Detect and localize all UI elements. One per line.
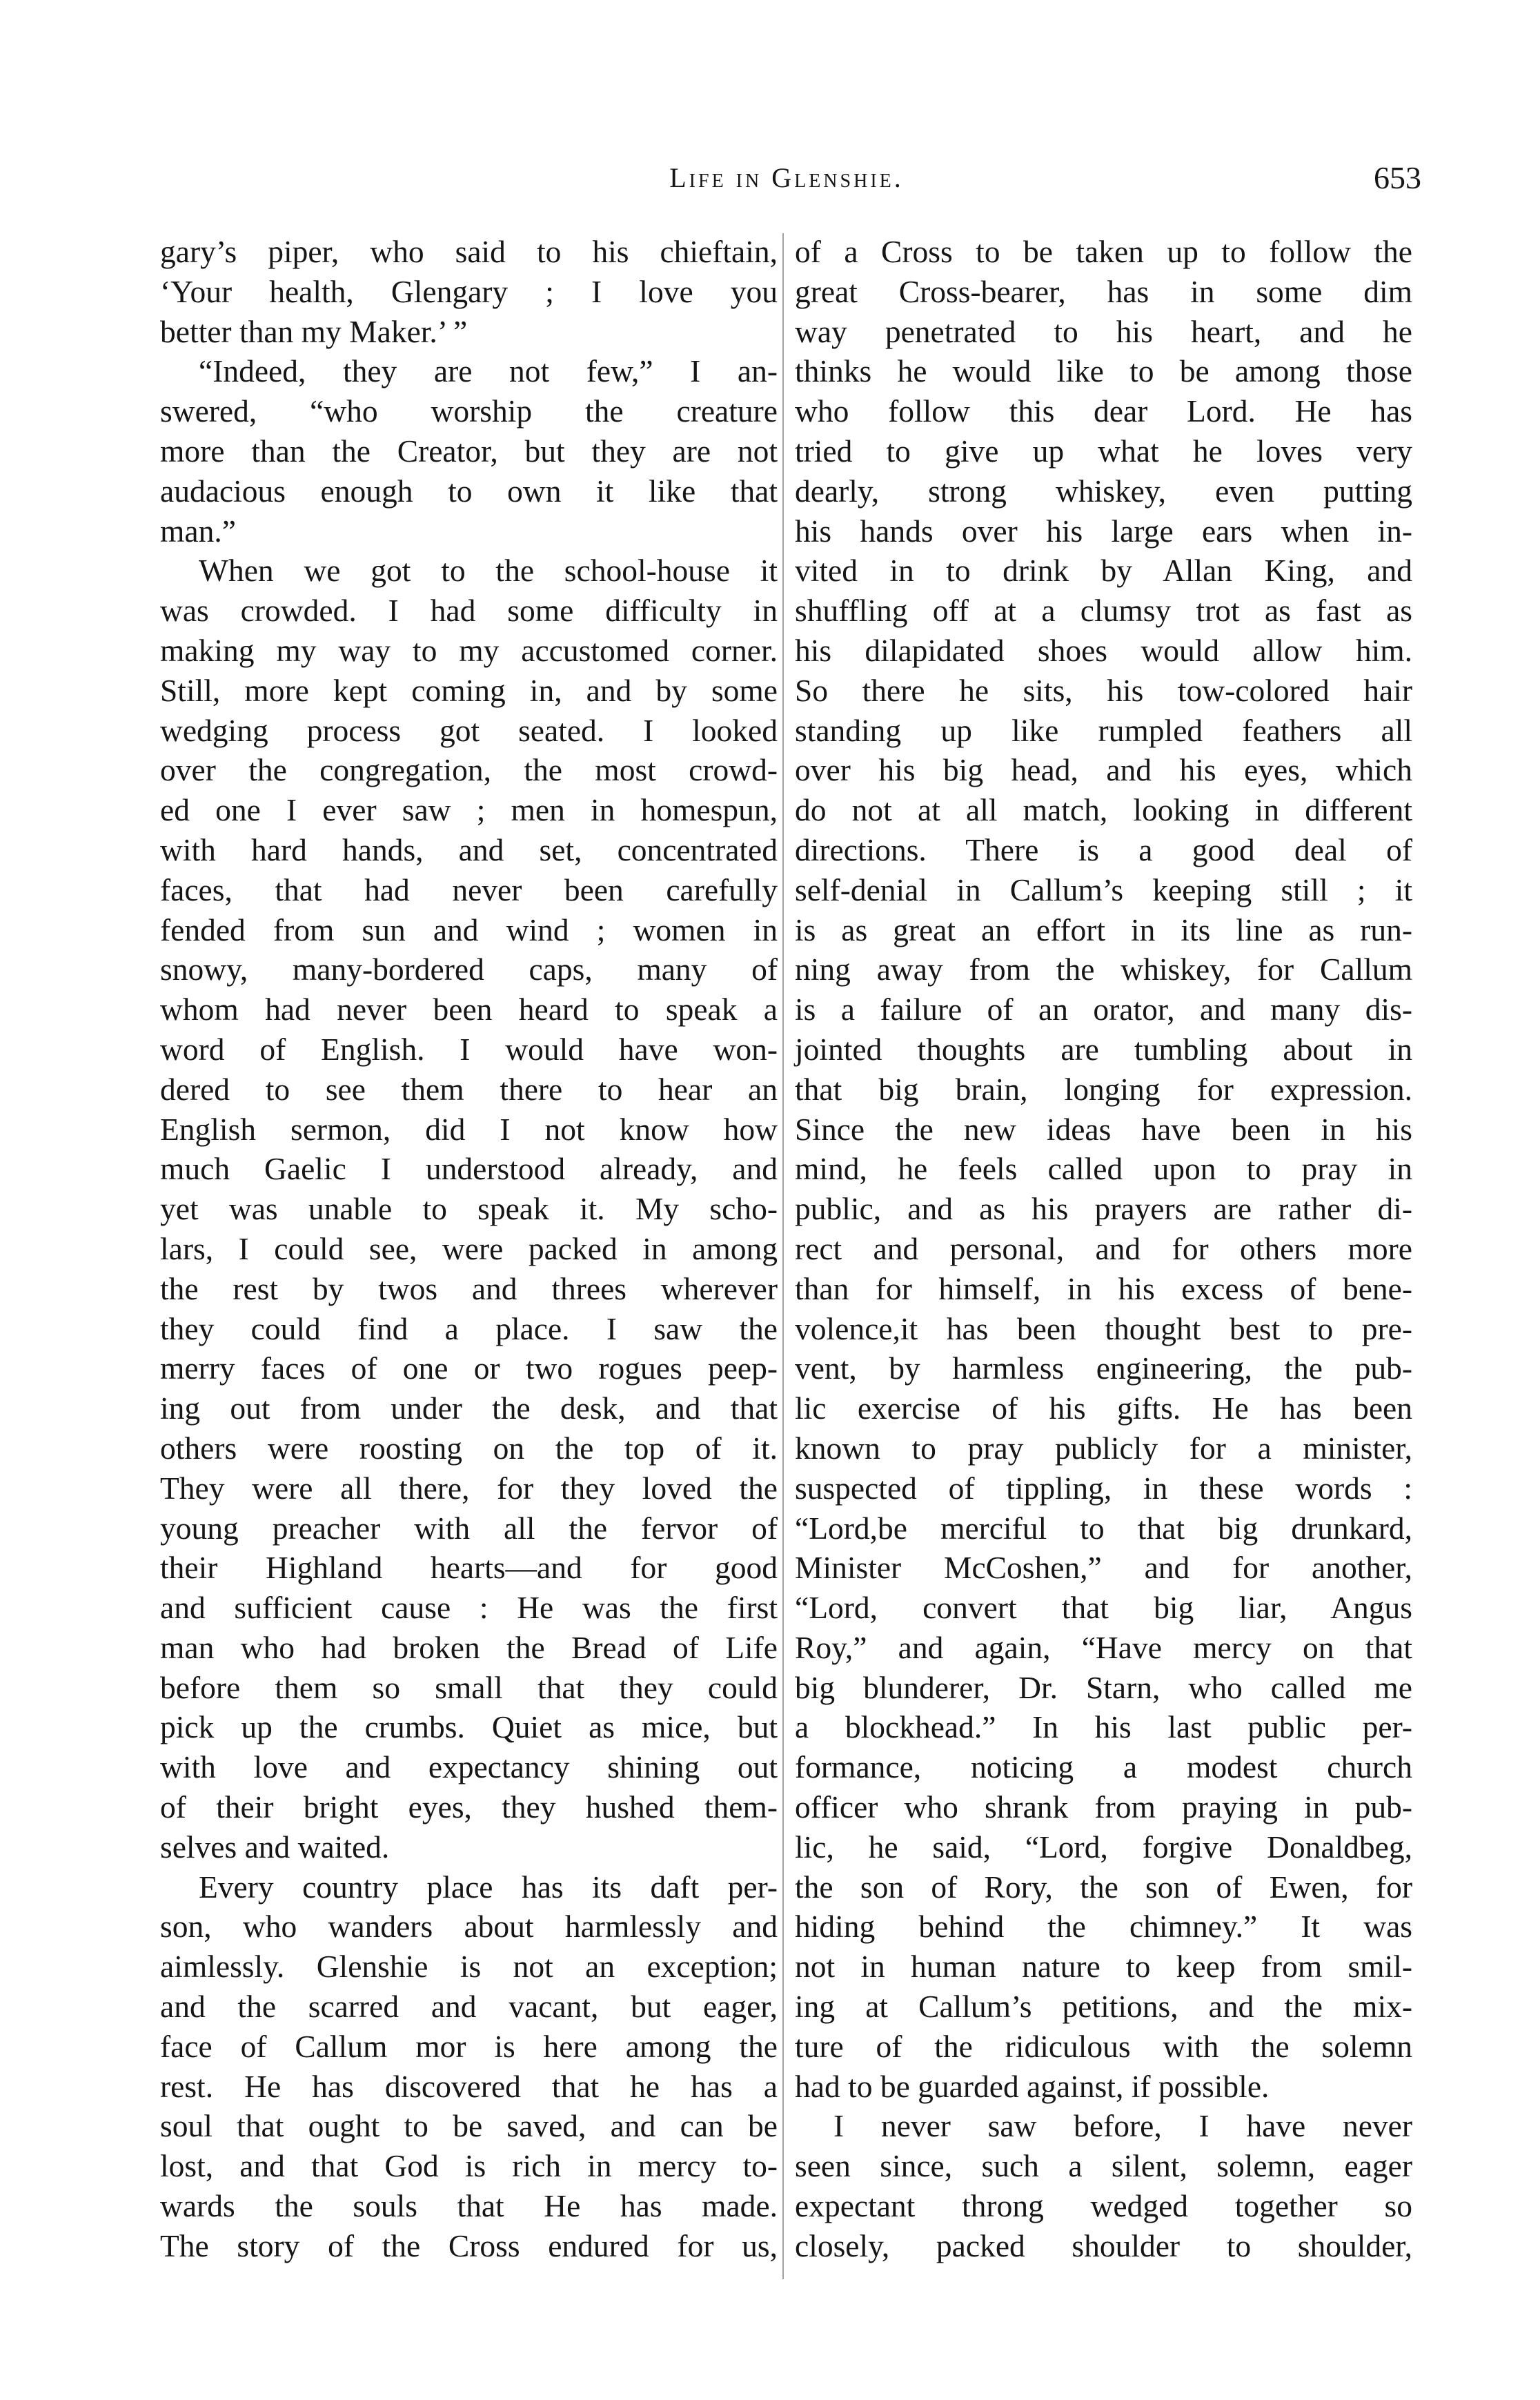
text-line: formance, noticing a modest church — [795, 1749, 1412, 1785]
text-line: better than my Maker.’ ” — [160, 313, 468, 349]
text-line: known to pray publicly for a minister, — [795, 1430, 1412, 1466]
text-line: lic, he said, “Lord, forgive Donaldbeg, — [795, 1829, 1412, 1865]
page-number: 653 — [1374, 160, 1421, 195]
text-line: who follow this dear Lord. He has — [795, 393, 1412, 429]
text-line: of a Cross to be taken up to follow the — [795, 234, 1412, 269]
text-line: his hands over his large ears when in- — [795, 513, 1412, 549]
text-line: “Lord, convert that big liar, Angus — [795, 1590, 1412, 1626]
text-line: The story of the Cross endured for us, — [160, 2227, 778, 2263]
right-column — [795, 232, 1412, 2266]
text-line: selves and waited. — [160, 1829, 390, 1865]
text-line: do not at all match, looking in different — [795, 792, 1412, 828]
text-line: So there he sits, his tow-colored hair — [795, 672, 1412, 708]
text-line: pick up the crumbs. Quiet as mice, but — [160, 1709, 778, 1745]
text-line: they could find a place. I saw the — [160, 1310, 778, 1346]
text-line: the son of Rory, the son of Ewen, for — [795, 1869, 1412, 1905]
text-line: ‘Your health, Glengary ; I love you — [160, 273, 778, 309]
text-line: is a failure of an orator, and many dis- — [795, 992, 1412, 1027]
text-line: aimlessly. Glenshie is not an exception; — [160, 1949, 778, 1985]
text-line: was crowded. I had some difficulty in — [160, 593, 778, 629]
text-line: and the scarred and vacant, but eager, — [160, 1989, 778, 2025]
text-line: public, and as his prayers are rather di- — [795, 1191, 1412, 1227]
text-line: ing at Callum’s petitions, and the mix- — [795, 1989, 1412, 2025]
text-line: shuffling off at a clumsy trot as fast as — [795, 593, 1412, 629]
text-line: before them so small that they could — [160, 1669, 778, 1705]
page-header — [152, 157, 1421, 206]
text-line: When we got to the school-house it — [199, 553, 778, 589]
text-line: ing out from under the desk, and that — [160, 1390, 778, 1426]
text-line: hiding behind the chimney.” It was — [795, 1909, 1412, 1945]
text-line: officer who shrank from praying in pub- — [795, 1789, 1412, 1825]
text-line: fended from sun and wind ; women in — [160, 912, 778, 947]
text-line: vent, by harmless engineering, the pub- — [795, 1350, 1412, 1386]
text-line: self-denial in Callum’s keeping still ; it — [795, 872, 1412, 907]
text-line: others were roosting on the top of it. — [160, 1430, 778, 1466]
text-line: faces, that had never been carefully — [160, 872, 778, 907]
text-line: jointed thoughts are tumbling about in — [795, 1031, 1412, 1067]
text-line: lars, I could see, were packed in among — [160, 1230, 778, 1266]
text-line: “Lord,be merciful to that big drunkard, — [795, 1510, 1412, 1546]
text-line: mind, he feels called upon to pray in — [795, 1151, 1412, 1187]
text-line: dered to see them there to hear an — [160, 1071, 778, 1107]
text-line: yet was unable to speak it. My scho- — [160, 1191, 778, 1227]
running-title: Life in Glenshie. — [669, 162, 904, 193]
text-line: dearly, strong whiskey, even putting — [795, 473, 1412, 509]
left-column — [160, 232, 778, 2266]
text-line: Roy,” and again, “Have mercy on that — [795, 1629, 1412, 1665]
text-line: wards the souls that He has made. — [160, 2188, 778, 2224]
text-line: their Highland hearts—and for good — [160, 1550, 778, 1586]
text-line: ning away from the whiskey, for Callum — [795, 952, 1412, 987]
text-line: English sermon, did I not know how — [160, 1111, 778, 1147]
text-line: I never saw before, I have never — [833, 2108, 1412, 2144]
text-line: merry faces of one or two rogues peep- — [160, 1350, 778, 1386]
column-divider — [782, 233, 784, 2279]
text-line: ed one I ever saw ; men in homespun, — [160, 792, 778, 828]
text-line: making my way to my accustomed corner. — [160, 632, 778, 668]
text-line: expectant throng wedged together so — [795, 2188, 1412, 2224]
text-line: ture of the ridiculous with the solemn — [795, 2028, 1412, 2064]
text-line: man.” — [160, 513, 236, 549]
text-line: thinks he would like to be among those — [795, 353, 1412, 389]
text-line: Still, more kept coming in, and by some — [160, 672, 778, 708]
text-line: the rest by twos and threes wherever — [160, 1270, 778, 1306]
text-line: seen since, such a silent, solemn, eager — [795, 2148, 1412, 2184]
text-line: Since the new ideas have been in his — [795, 1111, 1412, 1147]
text-line: Minister McCoshen,” and for another, — [795, 1550, 1412, 1586]
text-line: his dilapidated shoes would allow him. — [795, 632, 1412, 668]
text-line: snowy, many-bordered caps, many of — [160, 952, 778, 987]
text-line: big blunderer, Dr. Starn, who called me — [795, 1669, 1412, 1705]
text-line: rest. He has discovered that he has a — [160, 2068, 778, 2104]
text-line: rect and personal, and for others more — [795, 1230, 1412, 1266]
text-line: wedging process got seated. I looked — [160, 712, 778, 748]
text-line: vited in to drink by Allan King, and — [795, 553, 1412, 589]
text-line: with hard hands, and set, concentrated — [160, 832, 778, 867]
text-line: standing up like rumpled feathers all — [795, 712, 1412, 748]
text-line: that big brain, longing for expression. — [795, 1071, 1412, 1107]
text-line: word of English. I would have won- — [160, 1031, 778, 1067]
text-line: gary’s piper, who said to his chieftain, — [160, 234, 778, 269]
text-line: suspected of tippling, in these words : — [795, 1470, 1412, 1506]
text-line: not in human nature to keep from smil- — [795, 1949, 1412, 1985]
text-line: way penetrated to his heart, and he — [795, 313, 1412, 349]
text-line: “Indeed, they are not few,” I an- — [199, 353, 778, 389]
text-line: soul that ought to be saved, and can be — [160, 2108, 778, 2144]
text-line: much Gaelic I understood already, and — [160, 1151, 778, 1187]
text-line: and sufficient cause : He was the first — [160, 1590, 778, 1626]
text-line: young preacher with all the fervor of — [160, 1510, 778, 1546]
text-line: lic exercise of his gifts. He has been — [795, 1390, 1412, 1426]
text-line: tried to give up what he loves very — [795, 433, 1412, 469]
text-line: whom had never been heard to speak a — [160, 992, 778, 1027]
text-line: directions. There is a good deal of — [795, 832, 1412, 867]
text-line: man who had broken the Bread of Life — [160, 1629, 778, 1665]
text-line: is as great an effort in its line as run- — [795, 912, 1412, 947]
text-line: audacious enough to own it like that — [160, 473, 778, 509]
text-line: Every country place has its daft per- — [199, 1869, 778, 1905]
text-line: of their bright eyes, they hushed them- — [160, 1789, 778, 1825]
text-line: more than the Creator, but they are not — [160, 433, 778, 469]
text-line: volence,it has been thought best to pre- — [795, 1310, 1412, 1346]
text-line: over his big head, and his eyes, which — [795, 752, 1412, 788]
text-line: son, who wanders about harmlessly and — [160, 1909, 778, 1945]
text-line: closely, packed shoulder to shoulder, — [795, 2227, 1412, 2263]
text-line: than for himself, in his excess of bene- — [795, 1270, 1412, 1306]
text-line: swered, “who worship the creature — [160, 393, 778, 429]
text-line: face of Callum mor is here among the — [160, 2028, 778, 2064]
text-line: with love and expectancy shining out — [160, 1749, 778, 1785]
text-line: a blockhead.” In his last public per- — [795, 1709, 1412, 1745]
text-line: great Cross-bearer, has in some dim — [795, 273, 1412, 309]
text-line: had to be guarded against, if possible. — [795, 2068, 1270, 2104]
text-line: They were all there, for they loved the — [160, 1470, 778, 1506]
text-line: lost, and that God is rich in mercy to- — [160, 2148, 778, 2184]
text-line: over the congregation, the most crowd- — [160, 752, 778, 788]
